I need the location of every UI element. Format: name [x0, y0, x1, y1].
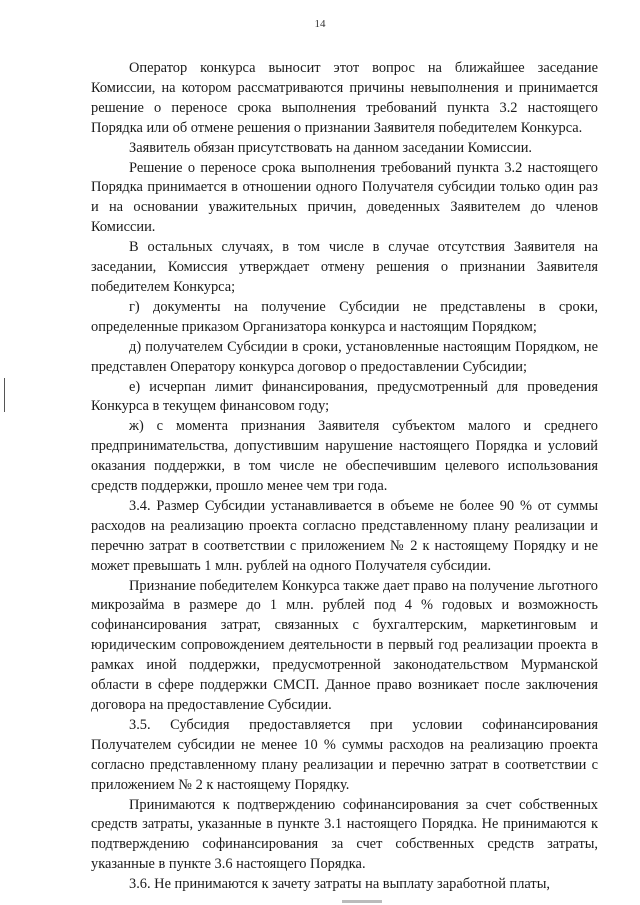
paragraph-applicant-attendance: Заявитель обязан присутствовать на данном заседании Комиссии.	[129, 139, 533, 156]
list-item-zh: ж) с момента признания Заявителя субъектом малого и среднего предпринимательства, допустившим нарушение настоящего Порядка и условий оказания поддержки, в том числе не обеспечившим целевого использования средств поддержки, прошло менее чем три года.	[91, 418, 598, 495]
paragraph-operator: Оператор конкурса выносит этот вопрос на ближайшее заседание Комиссии, на котором рассматриваются причины невыполнения и принимается решение о переносе срока выполнения требований пункта 3.2 настоящего Порядка или об отмене решения о признании Заявителя победителем Конкурса.	[91, 60, 598, 136]
clause-3-5: 3.5. Субсидия предоставляется при условии софинансирования Получателем субсидии не менее 10 % суммы расходов на реализацию проекта согласно представленному плану реализации и перечню затрат в соответствии с приложением № 2 к настоящему Порядку.	[91, 716, 598, 793]
list-item-d: д) получателем Субсидии в сроки, установленные настоящим Порядком, не представлен Оператору конкурса договор о предоставлении Субсидии;	[91, 338, 598, 375]
document-body	[91, 59, 598, 895]
list-item-g: г) документы на получение Субсидии не представлены в сроки, определенные приказом Организатора конкурса и настоящим Порядком;	[91, 298, 598, 335]
scan-artifact-mark	[4, 378, 5, 412]
paragraph-deadline-transfer: Решение о переносе срока выполнения требований пункта 3.2 настоящего Порядка принимается в отношении одного Получателя субсидии только один раз и на основании уважительных причин, доведенных Заявителем до членов Комиссии.	[91, 159, 598, 236]
scan-artifact-bottom	[342, 900, 382, 903]
paragraph-cofinancing: Принимаются к подтверждению софинансирования за счет собственных средств затраты, указанные в пункте 3.1 настоящего Порядка. Не принимаются к подтверждению софинансирования за счет собственных средств затраты, указанные в пункте 3.6 настоящего Порядка.	[91, 796, 598, 873]
paragraph-other-cases: В остальных случаях, в том числе в случае отсутствия Заявителя на заседании, Комиссия утверждает отмену решения о признании Заявителя победителем Конкурса;	[91, 239, 598, 295]
paragraph-microloan: Признание победителем Конкурса также дает право на получение льготного микрозайма в размере до 1 млн. рублей под 4 % годовых и возможность софинансирования затрат, связанных с бухгалтерским, маркетинговым и юридическим сопровождением деятельности в первый год реализации проекта в рамках иной поддержки, предусмотренной законодательством Мурманской области в сфере поддержки СМСП. Данное право возникает после заключения договора на предоставление Субсидии.	[91, 577, 598, 713]
list-item-e: е) исчерпан лимит финансирования, предусмотренный для проведения Конкурса в текущем финансовом году;	[91, 378, 598, 415]
clause-3-6: 3.6. Не принимаются к зачету затраты на выплату заработной платы,	[129, 876, 550, 893]
clause-3-4: 3.4. Размер Субсидии устанавливается в объеме не более 90 % от суммы расходов на реализацию проекта согласно представленному плану реализации и перечню затрат в соответствии с приложением № 2 к настоящему Порядку и не может превышать 1 млн. рублей на одного Получателя субсидии.	[91, 497, 598, 574]
page-number: 14	[314, 18, 326, 30]
